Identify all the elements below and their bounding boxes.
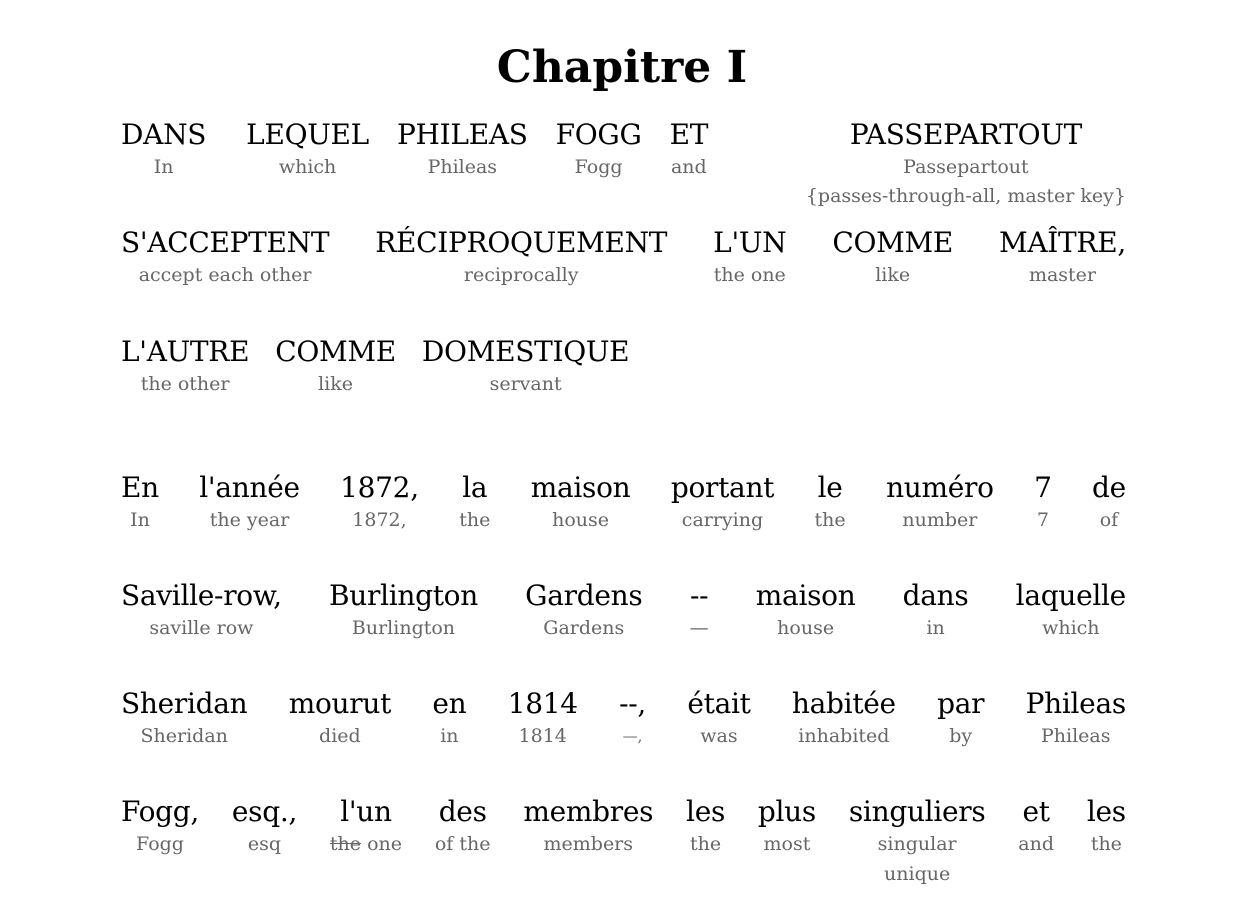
- english-gloss: accept each other: [138, 264, 312, 286]
- gloss-word: [1034, 471, 1052, 535]
- gloss-note: {passes-through-all, master key}: [805, 185, 1126, 207]
- french-word: l'année: [199, 471, 300, 504]
- gloss-word: [397, 118, 528, 182]
- gloss-word: [903, 579, 969, 643]
- french-word: S'ACCEPTENT: [121, 226, 330, 259]
- french-word: Phileas: [1025, 687, 1126, 720]
- gloss-word: [459, 471, 490, 535]
- french-word: 1814: [507, 687, 578, 720]
- gloss-word: [832, 226, 953, 290]
- gloss-word: [1018, 795, 1054, 859]
- french-word: Gardens: [525, 579, 643, 612]
- english-gloss: in: [926, 617, 945, 639]
- gloss-word: [937, 687, 984, 751]
- gloss-word: [999, 226, 1126, 290]
- french-word: portant: [670, 471, 775, 504]
- english-gloss: and: [670, 156, 707, 178]
- english-gloss: like: [318, 373, 354, 395]
- gloss-word: [1026, 687, 1126, 751]
- english-gloss: Fogg: [136, 833, 184, 855]
- english-gloss: 1814: [518, 725, 567, 747]
- english-gloss: servant: [489, 373, 562, 395]
- gloss-word: [556, 118, 642, 182]
- english-gloss: Passepartout: [903, 156, 1029, 178]
- gloss-word: [432, 687, 466, 751]
- gloss-word: [121, 579, 282, 643]
- english-gloss: Phileas: [427, 156, 498, 178]
- gloss-word: [121, 118, 206, 182]
- body-line-2: [121, 579, 1126, 643]
- english-gloss: In: [153, 156, 174, 178]
- french-word: Burlington: [328, 579, 478, 612]
- alternate-gloss: unique: [884, 863, 951, 885]
- english-gloss: 7: [1036, 509, 1049, 531]
- french-word: Sheridan: [121, 687, 248, 720]
- gloss-word: [806, 118, 1126, 211]
- gloss-word: [690, 579, 709, 643]
- english-gloss: which: [1042, 617, 1100, 639]
- french-word: plus: [757, 795, 816, 828]
- english-gloss: reciprocally: [463, 264, 579, 286]
- english-gloss: most: [763, 833, 811, 855]
- french-word: la: [462, 471, 488, 504]
- gloss-word: [525, 579, 642, 643]
- english-gloss: —,: [622, 727, 643, 745]
- english-gloss: the one: [713, 264, 786, 286]
- gloss-word: [686, 795, 725, 859]
- french-word: LEQUEL: [246, 118, 369, 151]
- body-line-3: [121, 687, 1126, 751]
- french-word: était: [687, 687, 751, 720]
- french-word: COMME: [832, 226, 954, 259]
- french-word: de: [1092, 471, 1126, 504]
- english-gloss: died: [319, 725, 361, 747]
- french-word: des: [438, 795, 487, 828]
- english-gloss: [330, 829, 402, 859]
- gloss-word: [199, 471, 299, 535]
- body-line-1: [121, 471, 1126, 535]
- english-gloss: master: [1028, 264, 1096, 286]
- french-word: et: [1022, 795, 1050, 828]
- gloss-word: [531, 471, 631, 535]
- french-word: DOMESTIQUE: [421, 335, 630, 368]
- english-gloss: Sheridan: [140, 725, 228, 747]
- french-word: MAÎTRE,: [999, 226, 1126, 259]
- gloss-text: one: [367, 833, 402, 855]
- gloss-word: [246, 118, 369, 182]
- gloss-word: [886, 471, 994, 535]
- heading-line-1: [121, 118, 1126, 211]
- english-gloss: members: [543, 833, 634, 855]
- french-word: ET: [669, 118, 709, 151]
- gloss-word: [758, 795, 816, 859]
- french-word: 1872,: [340, 471, 419, 504]
- french-word: maison: [755, 579, 856, 612]
- french-word: Saville-row,: [121, 579, 282, 612]
- english-gloss: of: [1099, 509, 1119, 531]
- gloss-word: [523, 795, 653, 859]
- english-gloss: Phileas: [1041, 725, 1111, 747]
- english-gloss: house: [552, 509, 610, 531]
- french-word: habitée: [791, 687, 896, 720]
- gloss-word: [422, 335, 629, 399]
- french-word: PHILEAS: [396, 118, 528, 151]
- gloss-word: [121, 795, 199, 859]
- french-word: en: [432, 687, 467, 720]
- gloss-word: [275, 335, 396, 399]
- english-gloss: 1872,: [352, 509, 407, 531]
- french-word: membres: [523, 795, 654, 828]
- english-gloss: by: [949, 725, 973, 747]
- english-gloss: the: [1090, 833, 1122, 855]
- french-word: L'AUTRE: [121, 335, 250, 368]
- heading-line-2: [121, 226, 1126, 290]
- gloss-word: [671, 471, 774, 535]
- english-gloss: in: [440, 725, 459, 747]
- english-gloss: number: [902, 509, 978, 531]
- english-gloss: which: [278, 156, 337, 178]
- french-word: les: [686, 795, 726, 828]
- english-gloss: the: [689, 833, 722, 855]
- english-gloss: esq: [247, 833, 282, 855]
- english-gloss: In: [130, 509, 150, 531]
- english-gloss: of the: [434, 833, 491, 855]
- french-word: le: [817, 471, 843, 504]
- french-word: 7: [1034, 471, 1052, 504]
- english-gloss: —: [689, 617, 709, 639]
- french-word: En: [121, 471, 159, 504]
- french-word: L'UN: [713, 226, 787, 259]
- english-gloss: Fogg: [574, 156, 623, 178]
- gloss-word: [687, 687, 750, 751]
- french-word: FOGG: [555, 118, 642, 151]
- gloss-word: [849, 795, 986, 889]
- french-word: l'un: [340, 795, 392, 828]
- gloss-word: [435, 795, 491, 859]
- gloss-word: [1092, 471, 1126, 535]
- english-gloss: was: [700, 725, 738, 747]
- chapter-title: Chapitre I: [496, 42, 748, 93]
- english-gloss: the: [459, 509, 491, 531]
- gloss-word: [121, 226, 329, 290]
- english-gloss: and: [1018, 833, 1055, 855]
- gloss-word: [508, 687, 578, 751]
- french-word: numéro: [886, 471, 994, 504]
- english-gloss: like: [875, 264, 911, 286]
- french-word: dans: [902, 579, 969, 612]
- gloss-word: [1016, 579, 1126, 643]
- heading-line-3: [121, 335, 1126, 399]
- gloss-word: [121, 687, 247, 751]
- french-word: RÉCIPROQUEMENT: [375, 226, 668, 259]
- french-word: PASSEPARTOUT: [849, 118, 1082, 151]
- gloss-word: [121, 471, 159, 535]
- english-gloss: inhabited: [798, 725, 890, 747]
- gloss-word: [375, 226, 667, 290]
- french-word: --: [689, 579, 709, 612]
- gloss-word: [329, 579, 478, 643]
- french-word: maison: [530, 471, 631, 504]
- french-word: --,: [619, 687, 647, 720]
- gloss-word: [232, 795, 297, 859]
- gloss-word: [756, 579, 856, 643]
- french-word: par: [937, 687, 985, 720]
- english-gloss: Gardens: [543, 617, 625, 639]
- gloss-word: [670, 118, 709, 182]
- english-gloss: singular: [877, 833, 957, 855]
- gloss-word: [815, 471, 846, 535]
- english-gloss: the other: [140, 373, 230, 395]
- gloss-word: [713, 226, 786, 290]
- french-word: les: [1086, 795, 1126, 828]
- french-word: mourut: [288, 687, 392, 720]
- gloss-word: [330, 795, 402, 859]
- gloss-word: [121, 335, 249, 399]
- struck-gloss: the: [329, 833, 362, 855]
- gloss-word: [792, 687, 896, 751]
- body-line-4: [121, 795, 1126, 889]
- french-word: singuliers: [848, 795, 986, 828]
- gloss-word: [289, 687, 391, 751]
- french-word: laquelle: [1015, 579, 1126, 612]
- english-gloss: the: [814, 509, 846, 531]
- french-word: Fogg,: [121, 795, 200, 828]
- french-word: esq.,: [231, 795, 298, 828]
- french-word: DANS: [121, 118, 207, 151]
- gloss-word: [1087, 795, 1126, 859]
- gloss-word: [340, 471, 419, 535]
- english-gloss: saville row: [149, 617, 254, 639]
- english-gloss: Burlington: [351, 617, 456, 639]
- french-word: COMME: [275, 335, 396, 368]
- gloss-word: [619, 687, 646, 751]
- english-gloss: house: [777, 617, 835, 639]
- english-gloss: carrying: [681, 509, 764, 531]
- english-gloss: the year: [209, 509, 290, 531]
